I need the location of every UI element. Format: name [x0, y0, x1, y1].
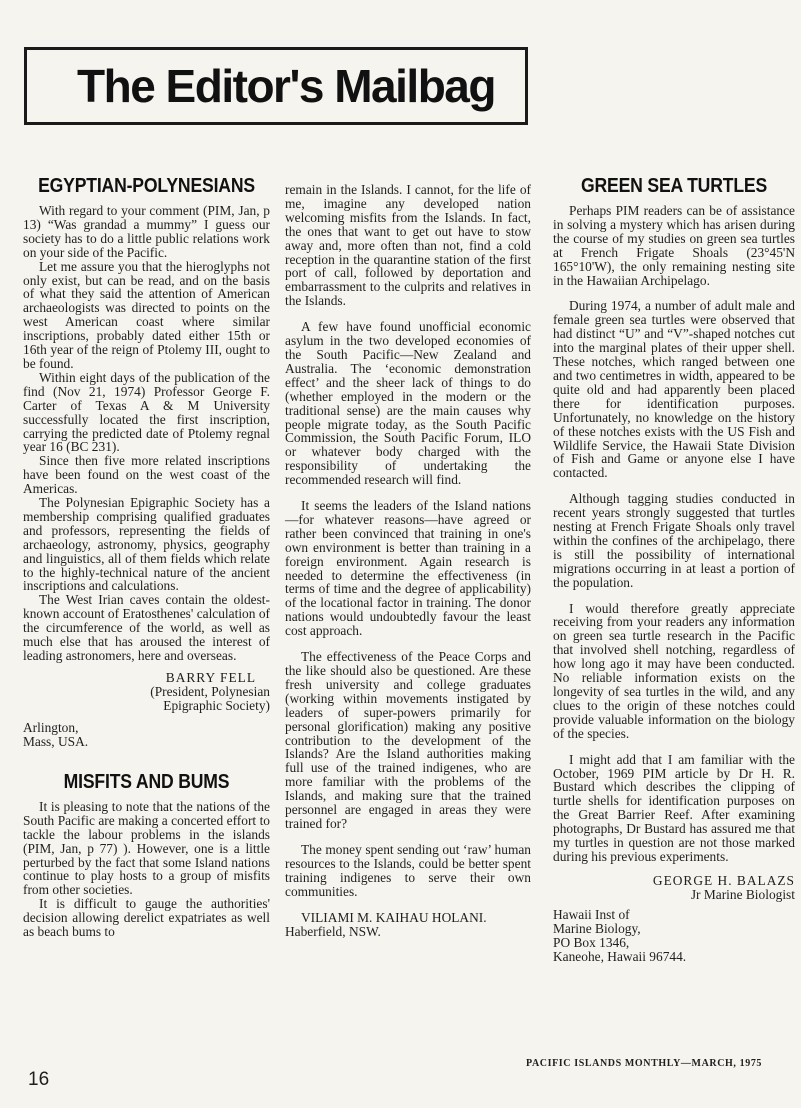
misfits-paragraph: It seems the leaders of the Island nations—for whatever reasons—have agreed or rather been convinced that training in one's own environment is better than training in a foreign environment. Again research is needed to determine the effectiveness (in terms of time and the degree of applicability) of the locational factor in training. The donor nations would undoubtedly favour the least cost approach.	[285, 498, 531, 639]
misfits-signature-name: VILIAMI M. KAIHAU HOLANI.	[301, 909, 487, 925]
egypt-paragraph: The Polynesian Epigraphic Society has a membership comprising qualified graduates and professors, representing the fields of archaeology, astronomy, physics, geography and linguistics, all of them fields which relate to the highly-technical nature of the ancient inscriptions and calculations.	[23, 495, 270, 594]
turtles-signature-name: GEORGE H. BALAZS	[652, 872, 795, 888]
heading-egyptian-polynesians: EGYPTIAN-POLYNESIANS	[38, 175, 255, 197]
masthead-title: The Editor's Mailbag	[77, 60, 495, 112]
egypt-address-line: Arlington,	[23, 719, 79, 735]
turtles-paragraph: I would therefore greatly appreciate receiving from your readers any information on green sea turtle research in the Pacific that involved shell notching, regardless of how long ago it may have been conducted. No reliable information exists on the longevity of sea turtles in the wild, and any clues to the origin of these notches could provide valuable information on the biology of the species.	[553, 600, 795, 741]
column-2	[285, 183, 531, 939]
egypt-paragraph: With regard to your comment (PIM, Jan, p 13) “Was grandad a mummy” I guess our society has to do a little public relations work on your side of the Pacific.	[23, 203, 270, 260]
turtles-paragraph: Perhaps PIM readers can be of assistance in solving a mystery which has arisen during the course of my studies on green sea turtles at French Frigate Shoals (23°45'N 165°10'W), the only remaining nesting site in the Hawaiian Archipelago.	[553, 203, 795, 288]
egypt-paragraph: The West Irian caves contain the oldest-known account of Eratosthenes' calculation of the circumference of the world, as well as much else that has aroused the interest of leading astronomers, here and overseas.	[23, 592, 270, 663]
misfits-paragraph: It is pleasing to note that the nations of the South Pacific are making a concerted effort to tackle the labour problems in the islands (PIM, Jan, p 77) ). However, one is a little perturbed by the fact that some Island nations continue to play hosts to a group of misfits from other societies.	[23, 798, 270, 898]
egypt-paragraph: Within eight days of the publication of the find (Nov 21, 1974) Professor George F. Carter of Texas A & M University successfully located the first inscription, carrying the predicted date of Ptolemy regnal year 16 (BC 231).	[23, 369, 270, 455]
page-number: 16	[28, 1069, 50, 1090]
heading-misfits-and-bums: MISFITS AND BUMS	[63, 770, 230, 793]
turtles-paragraph: During 1974, a number of adult male and female green sea turtles were observed that had distinct “U” and “V”-shaped notches cut into the marginal plates of their upper shell. These notches, which ranged between one and two centimetres in width, appeared to be quite old and had apparently been placed there for identification purposes. Unfortunately, no knowledge on the history of these notches exists with the US Fish and Wildlife Service, the Hawaii State Division of Fish and Game or anyone else I have contacted.	[553, 298, 795, 481]
misfits-paragraph: It is difficult to gauge the authorities' decision allowing derelict expatriates as well as beach bums to	[23, 896, 270, 940]
egypt-paragraph: Since then five more related inscriptions have been found on the west coast of the Americas.	[23, 453, 270, 497]
egypt-signature-name: BARRY FELL	[165, 669, 256, 685]
misfits-address-line: Haberfield, NSW.	[285, 923, 381, 939]
turtles-paragraph: Although tagging studies conducted in recent years strongly suggested that turtles nesting at French Frigate Shoals only travel within the confines of the archipelago, there is still the possibility of international migrations occurring in at least a portion of the population.	[553, 491, 795, 590]
turtles-paragraph: I might add that I am familiar with the October, 1969 PIM article by Dr H. R. Bustard which describes the clipping of turtle shells for identification purposes on the Great Barrier Reef. After examining photographs, Dr Bustard has assured me that my turtles in question are not those marked during his previous experiments.	[553, 751, 795, 864]
misfits-paragraph: A few have found unofficial economic asylum in the two developed economies of the South Pacific—New Zealand and Australia. The ‘economic demonstration effect’ and the sheer lack of things to do (whether employed in the modern or the traditional sense) are the main causes why people migrate today, as the South Pacific Commission, the South Pacific Forum, ILO or whatever body charged with the responsibility of undertaking the recommended research will find.	[285, 319, 531, 488]
running-title: PACIFIC ISLANDS MONTHLY—MARCH, 1975	[526, 1058, 763, 1069]
misfits-paragraph: The effectiveness of the Peace Corps and the like should also be questioned. Are these fresh university and college graduates (working within movements instigated by leaders of super-powers primarily for personal glorification) making any positive contribution to the development of the Islands? Are the Island authorities making full use of the trained indigenes, who are more familiar with the problems of the Islands, and making sure that the trained personnel are engaged in areas they were trained for?	[285, 649, 531, 831]
turtles-address-line: Kaneohe, Hawaii 96744.	[553, 948, 687, 964]
egypt-paragraph: Let me assure you that the hieroglyphs not only exist, but can be read, and on the basis of what they said the attention of American archaeologists was directed to points on the west American coast where similar inscriptions, probably dated either 15th or 16th year of the reign of Ptolemy III, ought to be found.	[23, 258, 270, 371]
turtles-signature-role: Jr Marine Biologist	[690, 886, 795, 902]
turtles-address-line: PO Box 1346,	[553, 934, 630, 950]
turtles-address-line: Hawaii Inst of	[553, 906, 630, 922]
column-1	[23, 175, 270, 939]
masthead-box	[24, 47, 528, 125]
misfits-paragraph: The money spent sending out ‘raw’ human resources to the Islands, could be better spent training indigenes to serve their own communities.	[285, 841, 531, 899]
misfits-paragraph: remain in the Islands. I cannot, for the life of me, imagine any developed nation welcoming misfits from the Islands. In fact, the ones that want to get out have to stow away and, more often than not, find a cold reception in the quarantine station of the first port of call, followed by deportation and embarrassment to the culprits and relatives in the Islands.	[285, 182, 531, 309]
egypt-signature-role: (President, Polynesian	[150, 683, 270, 699]
egypt-signature-role: Epigraphic Society)	[163, 697, 270, 713]
heading-green-sea-turtles: GREEN SEA TURTLES	[580, 175, 768, 197]
egypt-address-line: Mass, USA.	[23, 733, 89, 749]
turtles-address-line: Marine Biology,	[553, 920, 641, 936]
column-3	[553, 175, 795, 964]
